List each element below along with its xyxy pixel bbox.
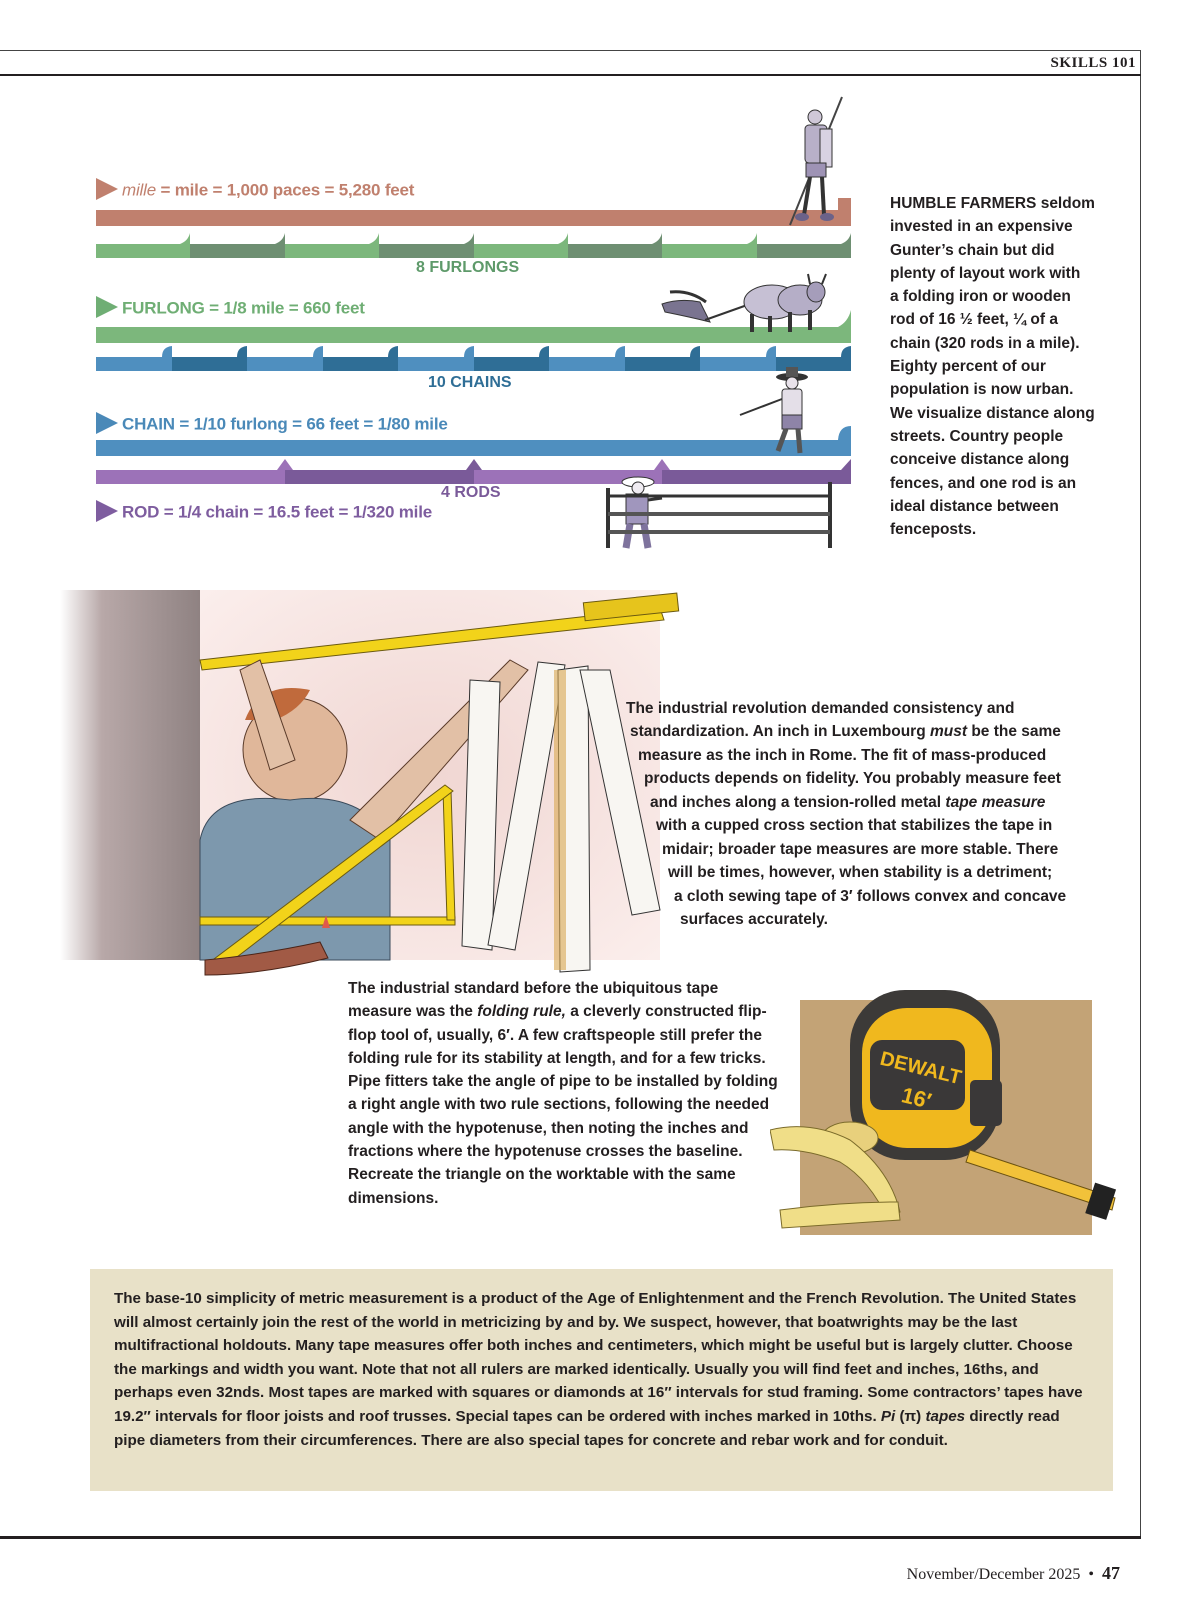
text-line: population is now urban.: [890, 381, 1074, 399]
text-line: with a cupped cross section that stabilizes the tape in: [656, 817, 1053, 834]
text-line: HUMBLE FARMERS seldom: [890, 195, 1095, 212]
folding-rule-text: [348, 977, 778, 1210]
metric-sidebar-text: [114, 1287, 1094, 1452]
text-line: conceive distance along: [890, 451, 1070, 469]
section-label: SKILLS 101: [1050, 55, 1136, 71]
footer-rule: [0, 1536, 1141, 1539]
text-line: a folding iron or wooden: [890, 288, 1071, 306]
farmer-fence-illustration: [598, 470, 856, 550]
segment-tab-icon: [615, 346, 625, 357]
mile-label-italic: mille: [122, 180, 156, 200]
segment-tab-icon: [388, 346, 398, 357]
tape-brand-text: DEWALT: [877, 1047, 964, 1090]
mile-label-text: = mile = 1,000 paces = 5,280 feet: [155, 180, 415, 200]
text-emphasis: tapes: [925, 1407, 966, 1425]
tape-measure-illustration: [770, 980, 1140, 1250]
text-line: The industrial revolution demanded consistency and: [626, 700, 1015, 717]
rod-label: [96, 502, 432, 524]
text-line: Eighty percent of our: [890, 358, 1046, 376]
humble-farmers-text: [890, 192, 1125, 541]
text-line: measure as the inch in Rome. The fit of mass-produced: [638, 747, 1047, 764]
segment-tab-icon: [180, 233, 190, 244]
text-emphasis: tape measure: [945, 794, 1046, 811]
text-line: products depends on fidelity. You probably measure feet: [644, 770, 1061, 787]
segment-tab-icon: [237, 346, 247, 357]
segment-tab-icon: [539, 346, 549, 357]
triangle-marker-icon: [96, 178, 118, 200]
furlongs-sublabel: 8 FURLONGS: [416, 259, 520, 276]
metric-sidebar-box: [90, 1269, 1113, 1491]
segment-tab-icon: [841, 346, 851, 357]
segment-tab-icon: [747, 233, 757, 244]
segment-tab-icon: [277, 459, 293, 470]
chain-label: [96, 414, 448, 436]
triangle-marker-icon: [96, 296, 118, 318]
tape-size-text: 16′: [899, 1082, 935, 1114]
folio-bullet: •: [1088, 1566, 1094, 1583]
text-line: midair; broader tape measures are more stable. There: [662, 841, 1059, 858]
chain-bar-end: [838, 426, 851, 440]
segment-tab-icon: [652, 233, 662, 244]
oxen-plough-illustration: [660, 262, 850, 337]
text-line: a cloth sewing tape of 3′ follows convex and concave: [674, 888, 1067, 905]
segment-tab-icon: [313, 346, 323, 357]
chains-sublabel: 10 CHAINS: [428, 374, 512, 391]
text-line: plenty of layout work with: [890, 264, 1081, 282]
chain-label-text: CHAIN = 1/10 furlong = 66 feet = 1/80 mile: [122, 414, 448, 434]
text-line: chain (320 rods in a mile).: [890, 334, 1080, 352]
page-folio: [907, 1563, 1120, 1584]
segment-tab-icon: [369, 233, 379, 244]
text-span: and inches along a tension-rolled metal: [650, 794, 946, 811]
segment-tab-icon: [654, 459, 670, 470]
furlong-label-text: FURLONG = 1/8 mile = 660 feet: [122, 298, 365, 318]
segment-tab-icon: [275, 233, 285, 244]
rod-label-text: ROD = 1/4 chain = 16.5 feet = 1/320 mile: [122, 502, 432, 522]
text-line: [630, 723, 1061, 741]
text-line: streets. Country people: [890, 427, 1064, 445]
triangle-marker-icon: [96, 412, 118, 434]
segment-tab-icon: [464, 233, 474, 244]
furlongs-segment-bar: [96, 244, 851, 258]
mile-bar: [96, 210, 851, 226]
furlong-label: [96, 298, 365, 320]
text-line: will be times, however, when stability is a detriment;: [668, 864, 1053, 881]
text-line: invested in an expensive: [890, 218, 1073, 236]
triangle-marker-icon: [96, 500, 118, 522]
text-line: Gunter’s chain but did: [890, 241, 1055, 259]
segment-tab-icon: [466, 459, 482, 470]
segment-tab-icon: [558, 233, 568, 244]
issue-date: November/December 2025: [906, 1566, 1081, 1583]
roman-soldier-illustration: [780, 95, 850, 230]
segment-tab-icon: [162, 346, 172, 357]
text-line: rod of 16 ½ feet, ¼ of a: [890, 311, 1058, 329]
segment-tab-icon: [841, 459, 851, 470]
segment-tab-icon: [766, 346, 776, 357]
text-line: We visualize distance along: [890, 404, 1095, 422]
text-emphasis: must: [929, 723, 968, 740]
text-line: surfaces accurately.: [680, 911, 828, 928]
chain-surveyor-illustration: [730, 365, 830, 460]
text-line: fences, and one rod is an: [890, 474, 1077, 492]
text-span: standardization. An inch in Luxembourg: [630, 723, 930, 740]
text-span: The base-10 simplicity of metric measurement is a product of the Age of Enlightenment and the French Revolution. The United States will almost certainly join the rest of the world in metricizing by and by. We suspect, however, that boatwrights may be the last multifractional holdouts. Many tape measures offer both inches and centimeters, which might be useful but is largely clutter. Choose the markings and width you want. Note that not all rulers are marked identically. Usually you will find feet and inches, 16ths, and perhaps even 32nds. Most tapes are marked with squares or diamonds at 16″ intervals for stud framing. Some contractors’ tapes have 19.2″ intervals for floor joists and roof trusses. Special tapes can be ordered with inches marked in 10ths.: [114, 1290, 1083, 1425]
text-line: [650, 794, 1045, 812]
segment-tab-icon: [464, 346, 474, 357]
page-number: 47: [1102, 1563, 1120, 1583]
segment-tab-icon: [690, 346, 700, 357]
text-emphasis: Pi: [880, 1407, 896, 1425]
text-span: (π): [895, 1407, 926, 1425]
text-line: fenceposts.: [890, 521, 977, 539]
mile-label: [96, 180, 414, 202]
text-span: The industrial standard before the ubiquitous tape measure was the: [348, 980, 719, 1021]
text-span: directly read pipe diameters from their circumferences. There are also special tapes for concrete and rebar work and for conduit.: [114, 1407, 1060, 1449]
text-span: a cleverly constructed flip-flop tool of, usually, 6′. A few craftspeople still prefer the folding rule for its stability at length, and for a few tricks. Pipe fitters take the angle of pipe to be installed by folding a right angle with two rule sections, following the needed angle with the hypotenuse, then noting the inches and fractions where the hypotenuse crosses the baseline. Recreate the triangle on the worktable with the same dimensions.: [348, 1003, 778, 1207]
rods-sublabel: 4 RODS: [441, 484, 501, 501]
text-emphasis: folding rule,: [477, 1003, 566, 1021]
segment-tab-icon: [841, 233, 851, 244]
carpenter-folding-rule-illustration: [60, 590, 700, 1010]
text-line: ideal distance between: [890, 497, 1059, 515]
text-span: be the same: [967, 723, 1061, 740]
